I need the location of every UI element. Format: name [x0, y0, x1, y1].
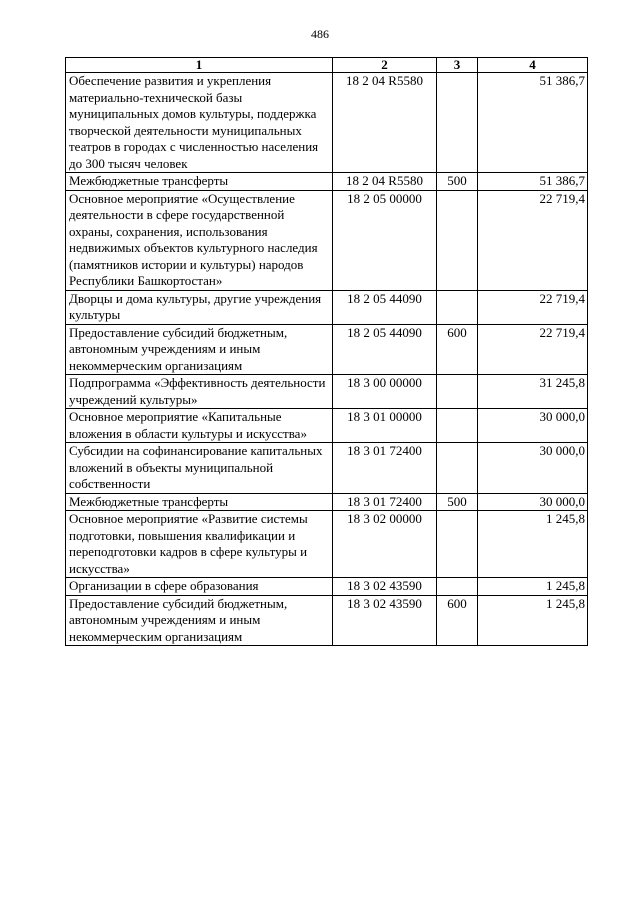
- row-code: 18 2 04 R5580: [333, 73, 437, 173]
- table-row: [66, 409, 588, 443]
- row-code: 18 3 01 72400: [333, 443, 437, 494]
- row-code: 18 3 02 43590: [333, 578, 437, 596]
- row-code: 18 2 05 00000: [333, 190, 437, 290]
- row-name: Субсидии на софинансирование капитальных вложений в объекты муниципальной собственности: [66, 443, 333, 494]
- row-name: Организации в сфере образования: [66, 578, 333, 596]
- table-row: [66, 375, 588, 409]
- row-amount: 31 245,8: [478, 375, 588, 409]
- row-name: Межбюджетные трансферты: [66, 173, 333, 191]
- row-code: 18 3 01 72400: [333, 493, 437, 511]
- row-code: 18 3 02 00000: [333, 511, 437, 578]
- table-row: [66, 190, 588, 290]
- row-name: Основное мероприятие «Развитие системы подготовки, повышения квалификации и переподготовки кадров в сфере культуры и искусства»: [66, 511, 333, 578]
- page-number: 486: [311, 27, 329, 41]
- row-code: 18 2 05 44090: [333, 324, 437, 375]
- header-col-3: 3: [437, 58, 478, 73]
- row-amount: 22 719,4: [478, 324, 588, 375]
- row-amount: 22 719,4: [478, 190, 588, 290]
- header-col-2: 2: [333, 58, 437, 73]
- row-kind: 500: [437, 173, 478, 191]
- row-amount: 30 000,0: [478, 409, 588, 443]
- row-name: Обеспечение развития и укрепления материально-технической базы муниципальных домов культуры, поддержка творческой деятельности муниципальных театров в городах с численностью населения до 300 тысяч человек: [66, 73, 333, 173]
- table-row: [66, 443, 588, 494]
- table-row: [66, 290, 588, 324]
- row-name: Подпрограмма «Эффективность деятельности учреждений культуры»: [66, 375, 333, 409]
- header-col-4: 4: [478, 58, 588, 73]
- row-amount: 1 245,8: [478, 595, 588, 646]
- row-code: 18 2 04 R5580: [333, 173, 437, 191]
- row-name: Предоставление субсидий бюджетным, автономным учреждениям и иным некоммерческим организациям: [66, 595, 333, 646]
- row-name: Межбюджетные трансферты: [66, 493, 333, 511]
- row-code: 18 3 01 00000: [333, 409, 437, 443]
- row-name: Предоставление субсидий бюджетным, автономным учреждениям и иным некоммерческим организациям: [66, 324, 333, 375]
- row-code: 18 3 00 00000: [333, 375, 437, 409]
- table-row: [66, 173, 588, 191]
- row-amount: 1 245,8: [478, 578, 588, 596]
- table-row: [66, 578, 588, 596]
- row-kind: [437, 73, 478, 173]
- row-amount: 22 719,4: [478, 290, 588, 324]
- row-name: Основное мероприятие «Капитальные вложения в области культуры и искусства»: [66, 409, 333, 443]
- table-row: [66, 73, 588, 173]
- row-kind: 600: [437, 324, 478, 375]
- row-kind: 500: [437, 493, 478, 511]
- row-amount: 51 386,7: [478, 73, 588, 173]
- row-kind: [437, 578, 478, 596]
- row-kind: [437, 375, 478, 409]
- table-row: [66, 324, 588, 375]
- row-code: 18 3 02 43590: [333, 595, 437, 646]
- table-row: [66, 511, 588, 578]
- budget-table: [65, 57, 588, 646]
- row-amount: 1 245,8: [478, 511, 588, 578]
- row-kind: [437, 511, 478, 578]
- table-row: [66, 493, 588, 511]
- table-header-row: [66, 58, 588, 73]
- row-amount: 51 386,7: [478, 173, 588, 191]
- row-kind: [437, 409, 478, 443]
- row-name: Дворцы и дома культуры, другие учреждения культуры: [66, 290, 333, 324]
- row-code: 18 2 05 44090: [333, 290, 437, 324]
- row-kind: 600: [437, 595, 478, 646]
- row-amount: 30 000,0: [478, 443, 588, 494]
- row-kind: [437, 443, 478, 494]
- header-col-1: 1: [66, 58, 333, 73]
- row-amount: 30 000,0: [478, 493, 588, 511]
- table-row: [66, 595, 588, 646]
- row-name: Основное мероприятие «Осуществление деятельности в сфере государственной охраны, сохранения, использования недвижимых объектов культурного наследия (памятников истории и культуры) народов Республики Башкортостан»: [66, 190, 333, 290]
- row-kind: [437, 190, 478, 290]
- row-kind: [437, 290, 478, 324]
